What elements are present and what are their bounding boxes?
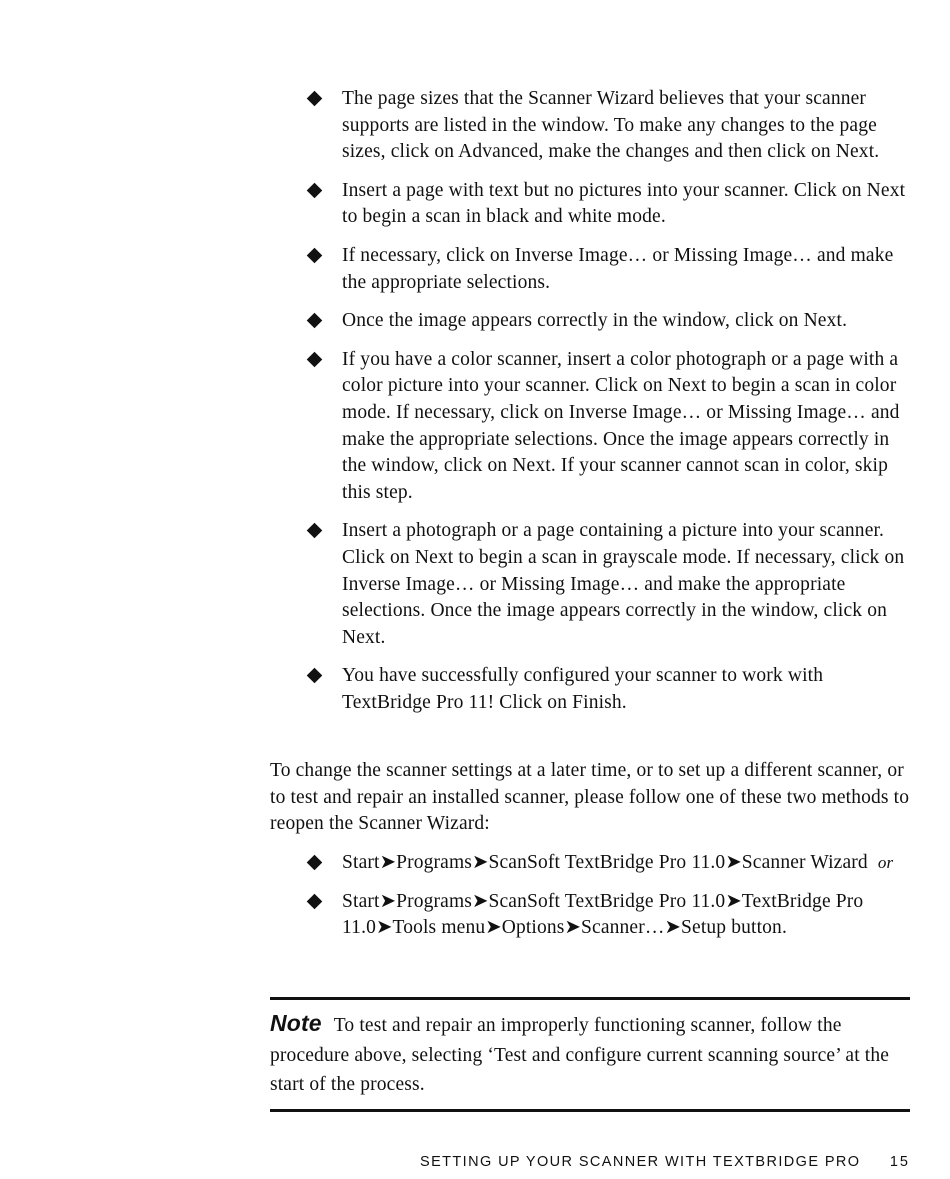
step-black-white-scan (303, 178, 915, 231)
method-text (342, 852, 893, 873)
method-or: or (877, 853, 894, 872)
method-start-menu (303, 850, 915, 877)
step-grayscale-scan (303, 518, 915, 651)
step-text: You have successfully configured your scanner to work with TextBridge Pro 11! Click on Finish. (342, 665, 824, 713)
step-text: The page sizes that the Scanner Wizard believes that your scanner supports are listed in the window. To make any changes to the page sizes, click on Advanced, make the changes and then click on Next. (342, 88, 880, 163)
step-page-sizes (303, 86, 915, 166)
note-label: Note (270, 1010, 322, 1036)
step-text: If you have a color scanner, insert a color photograph or a page with a color picture into your scanner. Click on Next to begin a scan in color mode. If necessary, click on Inverse Image… or Missing Image… and make the appropriate selections. Once the image appears correctly in the window, click on Next. If your scanner cannot scan in color, skip this step. (342, 348, 900, 503)
diamond-bullet-icon (307, 248, 323, 264)
note-text: To test and repair an improperly functioning scanner, follow the procedure above, selecting ‘Test and configure current scanning source’ at the start of the process. (270, 1015, 890, 1095)
step-text: Insert a page with text but no pictures into your scanner. Click on Next to begin a scan in black and white mode. (342, 179, 906, 228)
diamond-bullet-icon (307, 855, 323, 871)
step-text: Insert a photograph or a page containing a picture into your scanner. Click on Next to begin a scan in grayscale mode. If necessary, click on Inverse Image… or Missing Image… and make the appropriate selections. Once the image appears correctly in the window, click on Next. (342, 520, 905, 648)
method-text: Start➤Programs➤ScanSoft TextBridge Pro 11.0➤TextBridge Pro 11.0➤Tools menu➤Options➤Scanner…➤Setup button. (342, 890, 864, 939)
step-finish (303, 663, 915, 716)
reopen-methods (303, 850, 915, 954)
step-inverse-missing-image (303, 243, 915, 296)
diamond-bullet-icon (307, 668, 323, 684)
diamond-bullet-icon (307, 351, 323, 367)
method-path: Start➤Programs➤ScanSoft TextBridge Pro 11.0➤Scanner Wizard (342, 852, 868, 873)
step-text: Once the image appears correctly in the window, click on Next. (342, 310, 848, 332)
step-image-correct (303, 308, 915, 335)
note-box (270, 997, 910, 1112)
step-text: If necessary, click on Inverse Image… or Missing Image… and make the appropriate selections. (342, 244, 894, 293)
step-color-scan (303, 347, 915, 507)
running-footer-title: SETTING UP YOUR SCANNER WITH TEXTBRIDGE PRO (420, 1154, 861, 1170)
diamond-bullet-icon (307, 313, 323, 329)
scanner-wizard-steps (303, 86, 915, 728)
reopen-wizard-paragraph: To change the scanner settings at a later time, or to set up a different scanner, or to test and repair an installed scanner, please follow one of these two methods to reopen the Scanner Wizard: (270, 760, 910, 835)
page-number: 15 (889, 1154, 910, 1170)
diamond-bullet-icon (307, 523, 323, 539)
diamond-bullet-icon (307, 183, 323, 199)
diamond-bullet-icon (307, 91, 323, 107)
diamond-bullet-icon (307, 893, 323, 909)
method-tools-menu (303, 889, 915, 942)
